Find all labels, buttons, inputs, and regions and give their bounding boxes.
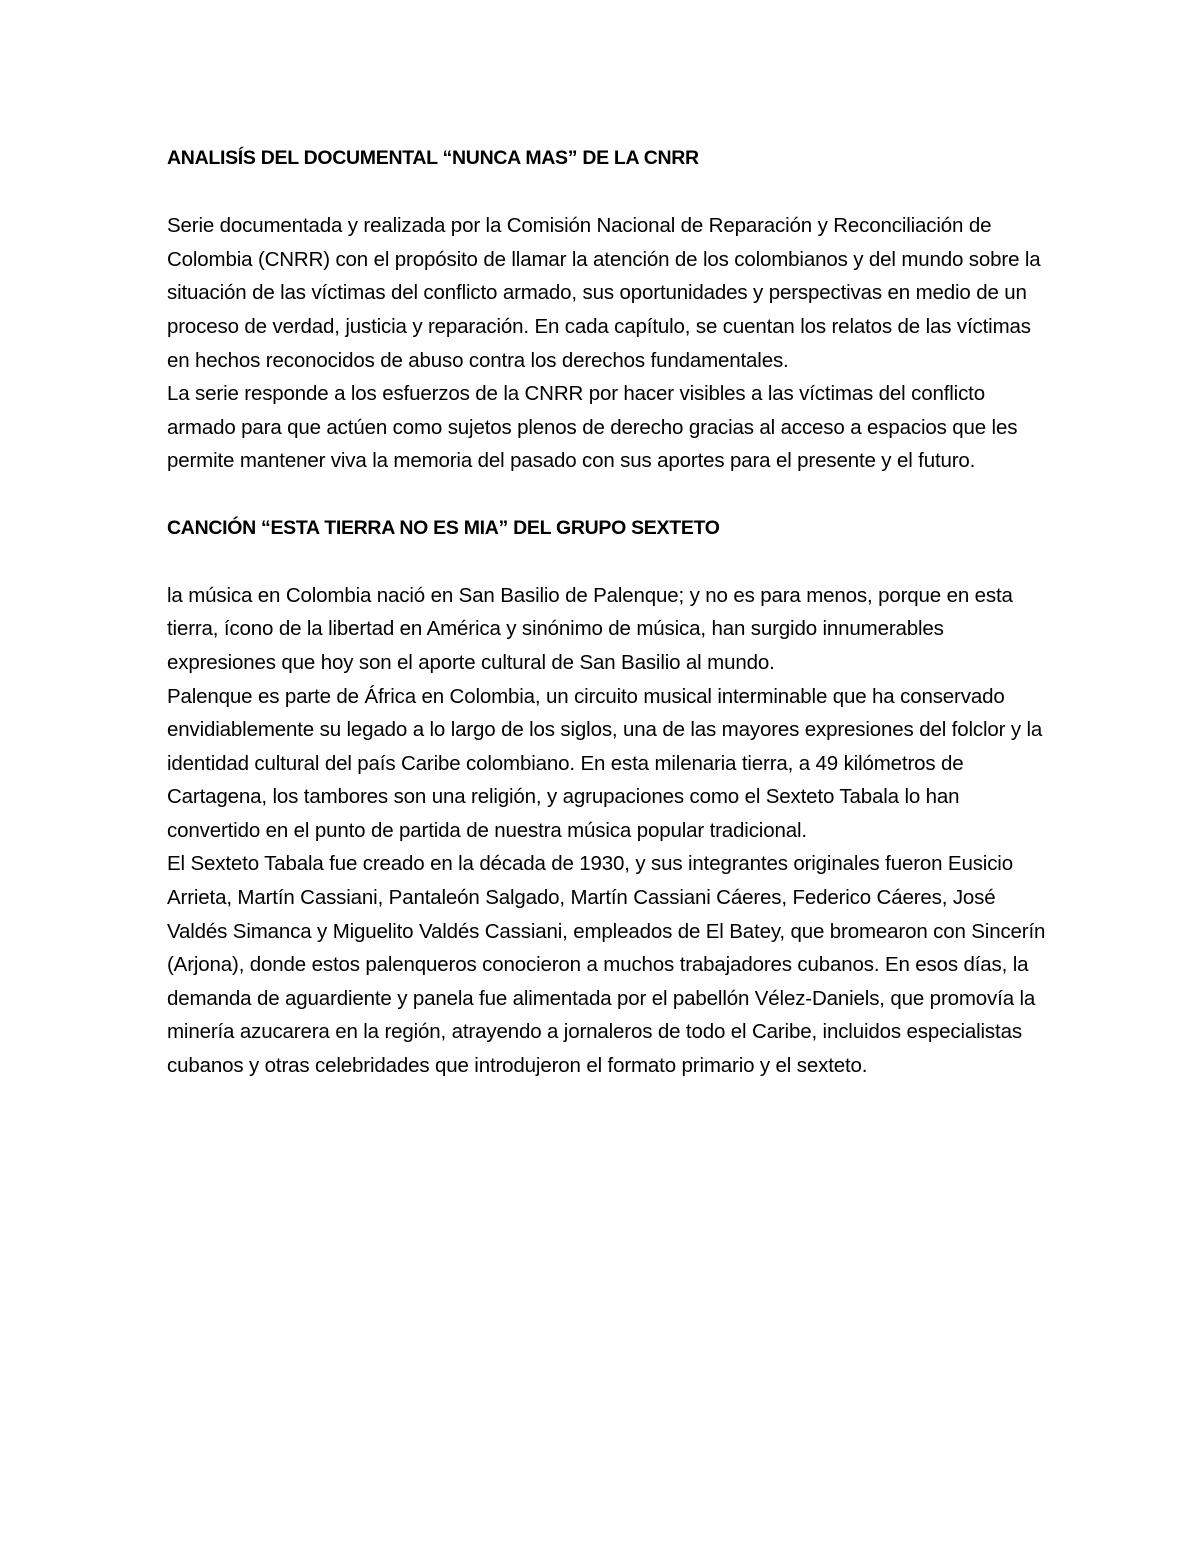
paragraph-serie-documentada: Serie documentada y realizada por la Comisión Nacional de Reparación y Reconciliación de Colombia (CNRR) con el propósito de llamar la atención de los colombianos y del mundo sobre la situación de las víctimas del conflicto armado, sus oportunidades y perspectivas en medio de un proceso de verdad, justicia y reparación. En cada capítulo, se cuentan los relatos de las víctimas en hechos reconocidos de abuso contra los derechos fundamentales. [167, 214, 1041, 372]
spacer [167, 478, 1047, 512]
paragraph-serie-responde: La serie responde a los esfuerzos de la CNRR por hacer visibles a las víctimas del conflicto armado para que actúen como sujetos plenos de derecho gracias al acceso a espacios que les permite mantener viva la memoria del pasado con sus aportes para el presente y el futuro. [167, 382, 1018, 473]
paragraph-musica-colombia: la música en Colombia nació en San Basilio de Palenque; y no es para menos, porque en esta tierra, ícono de la libertad en América y sinónimo de música, han surgido innumerables expresiones que hoy son el aporte cultural de San Basilio al mundo. [167, 583, 1013, 674]
section-heading-documental: ANALISÍS DEL DOCUMENTAL “NUNCA MAS” DE LA CNRR [167, 147, 699, 169]
section-heading-cancion: CANCIÓN “ESTA TIERRA NO ES MIA” DEL GRUPO SEXTETO [167, 516, 720, 539]
spacer [167, 545, 1047, 579]
spacer [167, 176, 1047, 210]
document-body [167, 142, 1047, 1083]
paragraph-palenque-africa: Palenque es parte de África en Colombia, un circuito musical interminable que ha conservado envidiablemente su legado a lo largo de los siglos, una de las mayores expresiones del folclor y la identidad cultural del país Caribe colombiano. En esta milenaria tierra, a 49 kilómetros de Cartagena, los tambores son una religión, y agrupaciones como el Sexteto Tabala lo han convertido en el punto de partida de nuestra música popular tradicional. [167, 684, 1043, 842]
paragraph-sexteto-tabala: El Sexteto Tabala fue creado en la década de 1930, y sus integrantes originales fueron Eusicio Arrieta, Martín Cassiani, Pantaleón Salgado, Martín Cassiani Cáeres, Federico Cáeres, José Valdés Simanca y Miguelito Valdés Cassiani, empleados de El Batey, que bromearon con Sincerín (Arjona), donde estos palenqueros conocieron a muchos trabajadores cubanos. En esos días, la demanda de aguardiente y panela fue alimentada por el pabellón Vélez-Daniels, que promovía la minería azucarera en la región, atrayendo a jornaleros de todo el Caribe, incluidos especialistas cubanos y otras celebridades que introdujeron el formato primario y el sexteto. [167, 852, 1046, 1078]
